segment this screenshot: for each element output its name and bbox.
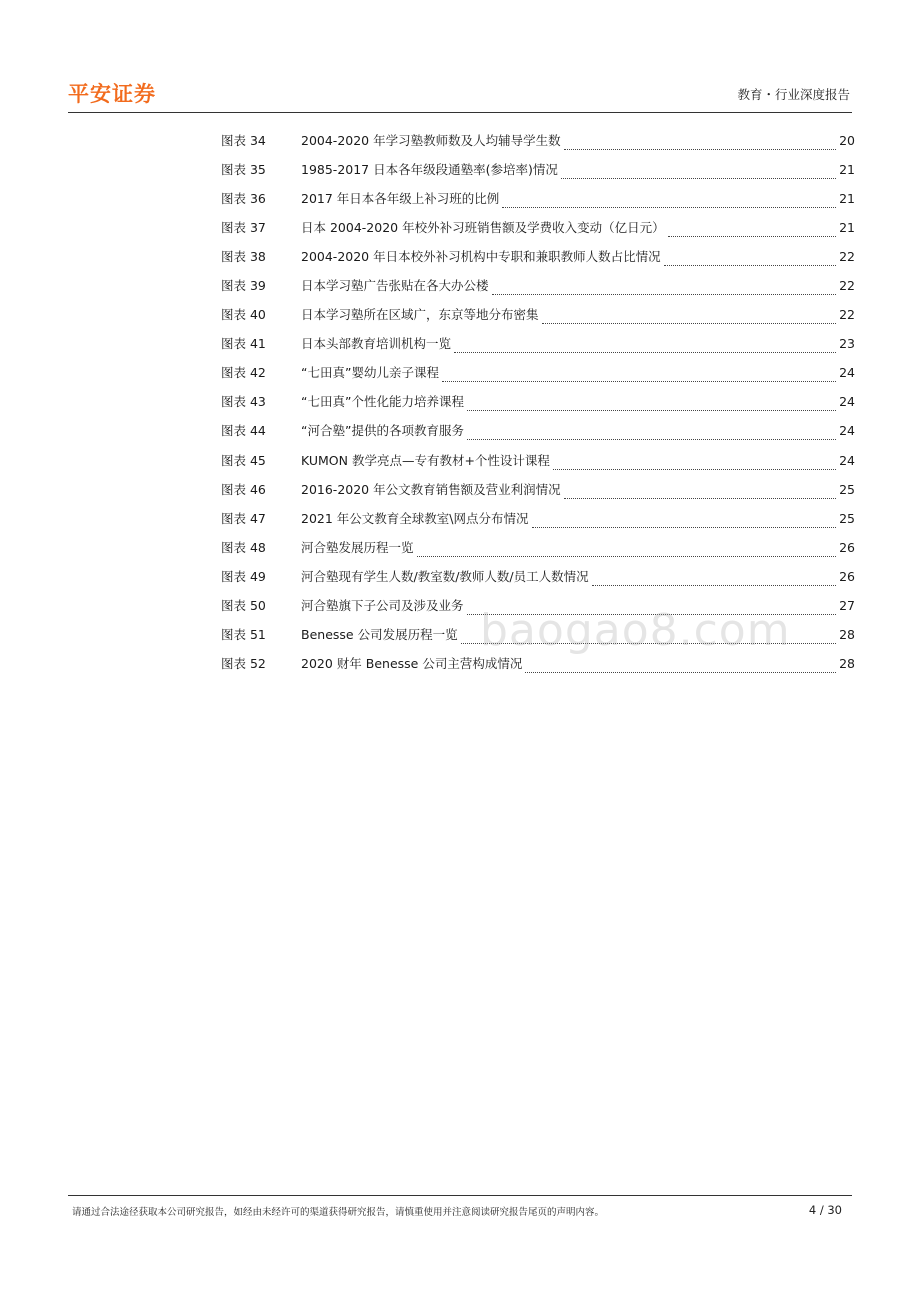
toc-entry[interactable] xyxy=(221,247,855,276)
toc-leader-dots xyxy=(461,643,837,644)
toc-entry-label: 图表 41 xyxy=(221,336,266,352)
page-number: 4 / 30 xyxy=(808,1203,842,1217)
toc-leader-dots xyxy=(532,527,837,528)
toc-entry-label: 图表 43 xyxy=(221,394,266,410)
toc-entry[interactable] xyxy=(221,276,855,305)
toc-entry-title: 河合塾旗下子公司及涉及业务 xyxy=(301,597,464,613)
toc-entry-title: Benesse 公司发展历程一览 xyxy=(301,626,458,642)
toc-entry-title: 河合塾发展历程一览 xyxy=(301,539,414,555)
toc-entry-page: 20 xyxy=(839,133,855,148)
toc-entry-page: 22 xyxy=(839,278,855,294)
toc-entry-label: 图表 37 xyxy=(221,220,266,236)
toc-entry-title: 日本 2004-2020 年校外补习班销售额及学费收入变动（亿日元） xyxy=(301,220,665,236)
toc-entry-title: “河合塾”提供的各项教育服务 xyxy=(301,423,464,439)
toc-entry-title: 2004-2020 年日本校外补习机构中专职和兼职教师人数占比情况 xyxy=(301,249,661,265)
toc-entry[interactable] xyxy=(221,334,855,363)
toc-entry-label: 图表 47 xyxy=(221,510,266,526)
toc-leader-dots xyxy=(564,498,836,499)
toc-leader-dots xyxy=(592,585,836,586)
toc-leader-dots xyxy=(561,178,836,179)
toc-entry-page: 21 xyxy=(839,191,855,207)
toc-entry-page: 24 xyxy=(839,394,855,410)
toc-entry-page: 26 xyxy=(839,568,855,584)
toc-entry-label: 图表 49 xyxy=(221,568,266,584)
toc-entry-title: 1985-2017 日本各年级段通塾率(参培率)情况 xyxy=(301,162,558,178)
toc-entry[interactable] xyxy=(221,305,855,334)
toc-entry-page: 25 xyxy=(839,481,855,497)
toc-entry[interactable] xyxy=(221,392,855,421)
toc-leader-dots xyxy=(664,265,836,266)
toc-leader-dots xyxy=(668,236,837,237)
toc-leader-dots xyxy=(502,207,836,208)
toc-entry[interactable] xyxy=(221,189,855,218)
toc-entry-title: 河合塾现有学生人数/教室数/教师人数/员工人数情况 xyxy=(301,568,589,584)
toc-leader-dots xyxy=(454,352,836,353)
toc-entry-label: 图表 39 xyxy=(221,278,266,294)
toc-entry[interactable] xyxy=(221,363,855,392)
toc-entry-page: 22 xyxy=(839,307,855,323)
table-of-figures xyxy=(221,131,855,683)
toc-leader-dots xyxy=(492,294,837,295)
toc-leader-dots xyxy=(564,149,836,150)
toc-entry-page: 24 xyxy=(839,423,855,439)
toc-leader-dots xyxy=(467,410,836,411)
toc-entry[interactable] xyxy=(221,509,855,538)
toc-entry-title: 日本学习塾广告张贴在各大办公楼 xyxy=(301,278,489,294)
toc-entry[interactable] xyxy=(221,596,855,625)
toc-entry-label: 图表 50 xyxy=(221,597,266,613)
toc-leader-dots xyxy=(553,469,836,470)
toc-entry-title: 2017 年日本各年级上补习班的比例 xyxy=(301,191,500,207)
toc-entry-page: 26 xyxy=(839,539,855,555)
toc-entry-label: 图表 46 xyxy=(221,481,266,497)
toc-leader-dots xyxy=(542,323,837,324)
toc-entry-label: 图表 44 xyxy=(221,423,266,439)
toc-leader-dots xyxy=(417,556,837,557)
toc-entry-page: 25 xyxy=(839,510,855,526)
toc-leader-dots xyxy=(525,672,836,673)
toc-entry-page: 21 xyxy=(839,220,855,236)
toc-entry-title: 日本学习塾所在区域广，东京等地分布密集 xyxy=(301,307,539,323)
toc-entry[interactable] xyxy=(221,654,855,683)
brand-logo: 平安证券 xyxy=(68,82,156,106)
toc-entry[interactable] xyxy=(221,218,855,247)
page-header xyxy=(68,74,852,113)
toc-entry-label: 图表 38 xyxy=(221,249,266,265)
toc-entry[interactable] xyxy=(221,421,855,450)
watermark: baogao8.com xyxy=(480,605,791,656)
toc-leader-dots xyxy=(467,614,837,615)
toc-entry-title: KUMON 教学亮点—专有教材+个性设计课程 xyxy=(301,452,550,468)
toc-entry[interactable] xyxy=(221,480,855,509)
toc-entry[interactable] xyxy=(221,625,855,654)
toc-entry-title: 2020 财年 Benesse 公司主营构成情况 xyxy=(301,655,523,671)
toc-entry-label: 图表 48 xyxy=(221,539,266,555)
toc-entry-page: 28 xyxy=(839,626,855,642)
toc-entry-page: 21 xyxy=(839,162,855,178)
toc-entry-title: 日本头部教育培训机构一览 xyxy=(301,336,452,352)
toc-leader-dots xyxy=(467,439,836,440)
toc-entry-page: 24 xyxy=(839,365,855,381)
footer-disclaimer: 请通过合法途径获取本公司研究报告，如经由未经许可的渠道获得研究报告，请慎重使用并注意阅读研究报告尾页的声明内容。 xyxy=(72,1207,605,1218)
toc-entry-title: “七田真”个性化能力培养课程 xyxy=(301,394,464,410)
toc-entry-label: 图表 35 xyxy=(221,162,266,178)
toc-entry[interactable] xyxy=(221,567,855,596)
toc-entry-label: 图表 36 xyxy=(221,191,266,207)
toc-entry-page: 22 xyxy=(839,249,855,265)
toc-entry-label: 图表 42 xyxy=(221,365,266,381)
toc-entry-title: 2004-2020 年学习塾教师数及人均辅导学生数 xyxy=(301,133,561,148)
toc-entry[interactable] xyxy=(221,131,855,160)
toc-entry-page: 24 xyxy=(839,452,855,468)
toc-entry-page: 28 xyxy=(839,655,855,671)
toc-entry-label: 图表 51 xyxy=(221,626,266,642)
toc-entry-title: 2021 年公文教育全球教室\网点分布情况 xyxy=(301,510,529,526)
toc-entry[interactable] xyxy=(221,538,855,567)
toc-entry-label: 图表 45 xyxy=(221,452,266,468)
toc-entry-label: 图表 52 xyxy=(221,655,266,671)
toc-entry[interactable] xyxy=(221,160,855,189)
toc-entry-title: 2016-2020 年公文教育销售额及营业利润情况 xyxy=(301,481,561,497)
page-footer xyxy=(68,1195,852,1220)
toc-entry-label: 图表 34 xyxy=(221,133,266,148)
toc-leader-dots xyxy=(442,381,836,382)
report-title: 教育・行业深度报告 xyxy=(737,87,850,102)
toc-entry-title: “七田真”婴幼儿亲子课程 xyxy=(301,365,439,381)
toc-entry-page: 27 xyxy=(839,597,855,613)
toc-entry-label: 图表 40 xyxy=(221,307,266,323)
toc-entry[interactable] xyxy=(221,451,855,480)
toc-entry-page: 23 xyxy=(839,336,855,352)
